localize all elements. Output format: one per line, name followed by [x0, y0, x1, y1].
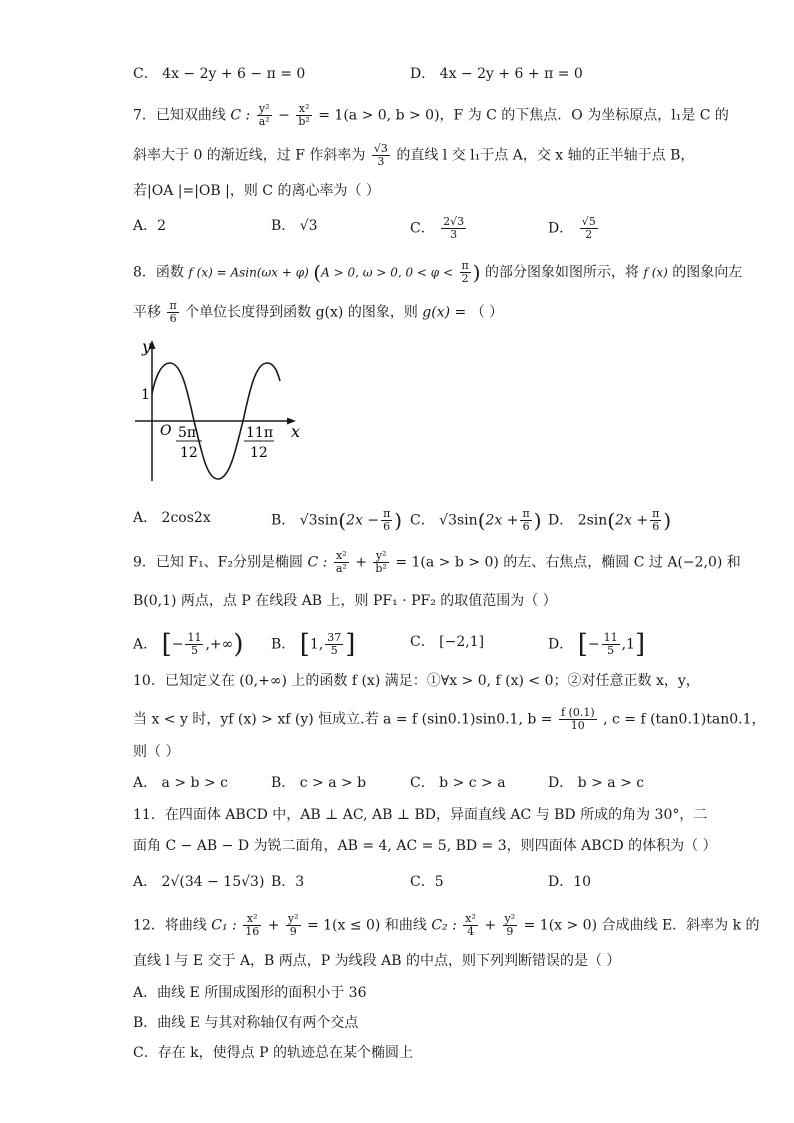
- q12-c2-frac-x: [463, 913, 478, 938]
- option-label: A．: [133, 636, 158, 653]
- frac-den: 6: [652, 520, 660, 533]
- q8-text: 8．函数: [133, 264, 184, 281]
- frac-num: π: [461, 259, 469, 272]
- q12-curve-c2: C₂ :: [431, 917, 457, 934]
- paren-open: (: [477, 508, 486, 533]
- frac-den: 2: [461, 272, 469, 285]
- q9-option-a: [133, 629, 244, 660]
- q10-frac-b: [559, 707, 597, 732]
- paren-close: ): [394, 508, 403, 533]
- option-inner: 2x +: [615, 512, 649, 529]
- q12-option-b: B．曲线 E 与其对称轴仅有两个交点: [133, 1015, 359, 1031]
- frac-num: x²: [334, 550, 349, 563]
- option-frac: [602, 632, 620, 657]
- q12-option-a: A．曲线 E 所围成图形的面积小于 36: [133, 985, 367, 1001]
- option-text: −: [171, 636, 184, 653]
- q12-c1-frac-y: [286, 913, 301, 938]
- option-label: B．: [271, 636, 296, 653]
- q7-option-b: B． √3: [271, 218, 318, 234]
- x-axis-label: x: [291, 422, 301, 441]
- q8-line-2: [133, 300, 503, 325]
- q8-option-a: A． 2cos2x: [133, 510, 211, 526]
- paren-close: ): [533, 508, 542, 533]
- origin-label: O: [160, 423, 172, 439]
- q11-option-d: D．10: [548, 874, 592, 890]
- bracket-open: [: [299, 629, 310, 660]
- option-frac: [520, 508, 531, 533]
- option-frac: [381, 508, 392, 533]
- frac-den: b²: [375, 562, 387, 575]
- q12-text: 12．将曲线: [133, 917, 207, 934]
- frac-den: 5: [607, 644, 615, 657]
- frac-num: π: [169, 299, 177, 312]
- frac-num: x²: [296, 103, 311, 116]
- q8-fx: f (x): [643, 265, 668, 280]
- q8-shift-frac: [167, 300, 178, 325]
- option-expr: √3sin: [299, 512, 339, 529]
- frac-num: 11: [603, 631, 618, 644]
- option-label: D．: [548, 220, 574, 237]
- tick-label-5pi-12-num: 5π: [178, 425, 197, 441]
- frac-den: 10: [570, 719, 585, 732]
- q12-line-2: 直线 l 与 E 交于 A，B 两点，P 为线段 AB 的中点，则下列判断错误的是（ ）: [133, 953, 621, 969]
- option-frac: [650, 508, 661, 533]
- frac-den: 4: [467, 925, 475, 938]
- q7-frac-x: [296, 103, 311, 128]
- option-text: ,1: [621, 636, 635, 653]
- q12-curve-c1: C₁ :: [211, 917, 237, 934]
- frac-den: 5: [190, 644, 198, 657]
- frac-num: x²: [465, 912, 476, 925]
- q11-line-2: 面角 C − AB − D 为锐二面角，AB = 4, AC = 5, BD = 3，则四面体 ABCD 的体积为（ ）: [133, 838, 717, 854]
- q7-opt-c-frac: [441, 216, 466, 241]
- q12-option-c: C．存在 k，使得点 P 的轨迹总在某个椭圆上: [133, 1045, 413, 1061]
- paren-open: (: [313, 260, 322, 285]
- option-label: D．: [548, 512, 574, 529]
- q10-option-d: D． b > a > c: [548, 775, 645, 791]
- sine-graph: [130, 336, 310, 486]
- q9-frac-x: [334, 550, 349, 575]
- q9-text: = 1(a > b > 0) 的左、右焦点，椭圆 C 过 A(−2,0) 和: [395, 554, 741, 571]
- q8-option-b: [271, 508, 402, 533]
- q8-function: f (x) = Asin(ωx + φ): [188, 265, 309, 280]
- q8-text: 个单位长度得到函数 g(x) 的图象，则: [185, 304, 418, 321]
- frac-num: 37: [327, 631, 342, 644]
- bracket-close: ]: [634, 629, 646, 660]
- paren-open: (: [607, 508, 616, 533]
- q9-curve-label: C :: [307, 554, 328, 571]
- frac-num: π: [652, 507, 660, 520]
- frac-num: y²: [504, 912, 516, 925]
- frac-den: a²: [335, 562, 347, 575]
- frac-num: √5: [581, 215, 596, 228]
- frac-den: 3: [450, 228, 458, 241]
- q7-option-d: [548, 216, 600, 241]
- frac-num: 11: [187, 631, 202, 644]
- q8-line-1: [133, 260, 742, 285]
- frac-den: 6: [169, 312, 177, 325]
- tick-label-5pi-12-den: 12: [180, 445, 198, 461]
- paren-close: ): [663, 508, 672, 533]
- option-expr: 2sin: [577, 512, 608, 529]
- q8-condition: A > 0, ω > 0, 0 < φ <: [321, 265, 454, 280]
- q8-gx: g(x) =: [422, 304, 467, 321]
- option-label: C．: [410, 220, 435, 237]
- q12-line-1: [133, 913, 760, 938]
- option-inner: 2x +: [485, 512, 519, 529]
- frac-den: 3: [377, 155, 385, 168]
- q7-opt-d-frac: [580, 216, 598, 241]
- frac-den: 9: [289, 925, 297, 938]
- q9-text: 9．已知 F₁、F₂分别是椭圆: [133, 554, 304, 571]
- frac-num: f (0.1): [560, 706, 595, 719]
- q7-text: 斜率大于 0 的渐近线，过 F 作斜率为: [133, 147, 366, 164]
- q8-option-c: [410, 508, 542, 533]
- q8-option-d: [548, 508, 671, 533]
- tick-label-11pi-12-den: 12: [250, 445, 268, 461]
- q7-frac-y: [257, 103, 272, 128]
- bracket-open: [: [161, 629, 172, 660]
- option-expr: √3sin: [439, 512, 478, 529]
- frac-num: π: [522, 507, 530, 520]
- q9-line-2: B(0,1) 两点，点 P 在线段 AB 上，则 PF₁ · PF₂ 的取值范围为（ ）: [133, 593, 557, 609]
- paren-close: ): [233, 629, 244, 660]
- q10-text: , c = f (tan0.1)tan0.1，: [603, 711, 766, 728]
- q8-text: 的部分图象如图所示，将: [485, 264, 639, 281]
- minus-sign: −: [278, 107, 290, 124]
- q10-option-c: C． b > c > a: [410, 775, 506, 791]
- q9-frac-y: [373, 550, 388, 575]
- frac-num: π: [383, 507, 391, 520]
- bracket-close: ]: [345, 629, 356, 660]
- q10-option-b: B． c > a > b: [271, 775, 367, 791]
- plus-sign: +: [484, 917, 497, 934]
- q10-line-3: 则（ ）: [133, 744, 180, 760]
- q7-text: 7．已知双曲线: [133, 107, 226, 124]
- paren-open: (: [338, 508, 347, 533]
- q7-text: = 1(a > 0, b > 0)，F 为 C 的下焦点．O 为坐标原点，l₁是 C 的: [318, 107, 729, 124]
- frac-num: y²: [373, 550, 388, 563]
- q9-option-b: [271, 629, 356, 660]
- q7-option-a: A．2: [133, 218, 167, 234]
- q8-text: 平移: [133, 304, 161, 321]
- q12-text: = 1(x > 0) 合成曲线 E．斜率为 k 的: [523, 917, 760, 934]
- option-frac: [325, 632, 343, 657]
- q6-option-c: C． 4x − 2y + 6 − π = 0: [133, 66, 306, 82]
- q7-line-3: 若|OA |=|OB |，则 C 的离心率为（ ）: [133, 183, 380, 199]
- q10-option-a: A． a > b > c: [133, 775, 228, 791]
- option-text: 1,: [309, 636, 324, 653]
- q9-option-c: C． [−2,1]: [410, 634, 485, 650]
- q11-option-b: B．3: [271, 874, 305, 890]
- q7-frac-slope: [372, 143, 390, 168]
- paren-close: ): [472, 260, 481, 285]
- frac-den: 6: [522, 520, 530, 533]
- frac-den: b²: [298, 115, 310, 128]
- frac-den: 5: [330, 644, 338, 657]
- frac-num: y²: [287, 912, 299, 925]
- plus-sign: +: [355, 554, 367, 571]
- q12-c1-frac-x: [243, 913, 261, 938]
- frac-den: 9: [506, 925, 514, 938]
- q10-line-1: 10．已知定义在 (0,+∞) 上的函数 f (x) 满足：①∀x > 0, f (x) < 0；②对任意正数 x，y，: [133, 673, 700, 689]
- frac-num: √3: [373, 142, 388, 155]
- q11-option-a: A． 2√(34 − 15√3): [133, 874, 265, 890]
- frac-num: 2√3: [443, 215, 465, 228]
- bracket-open: [: [577, 629, 588, 660]
- q7-option-c: [410, 216, 468, 241]
- q12-c2-frac-y: [503, 913, 518, 938]
- frac-num: x²: [243, 913, 261, 926]
- q11-line-1: 11．在四面体 ABCD 中，AB ⊥ AC, AB ⊥ BD，异面直线 AC 与 BD 所成的角为 30°，二: [133, 807, 708, 823]
- q9-line-1: [133, 550, 741, 575]
- q6-option-d: D． 4x − 2y + 6 + π = 0: [410, 66, 583, 82]
- frac-den: 6: [383, 520, 391, 533]
- option-label: C．: [410, 512, 435, 529]
- tick-label-11pi-12-num: 11π: [246, 425, 274, 441]
- frac-den: 2: [585, 228, 593, 241]
- q7-line-2: [133, 143, 694, 168]
- y-axis-label: y: [142, 337, 152, 356]
- option-text: ,+∞: [205, 636, 234, 653]
- q10-text: 当 x < y 时，yf (x) > xf (y) 恒成立.若 a = f (sin0.1)sin0.1, b =: [133, 711, 553, 728]
- q8-cond-frac: [460, 260, 471, 285]
- q12-text: = 1(x ≤ 0) 和曲线: [306, 917, 427, 934]
- q8-text: （ ）: [470, 304, 504, 321]
- frac-num: y²: [257, 103, 272, 116]
- option-label: B．: [271, 512, 296, 529]
- q10-line-2: [133, 707, 766, 732]
- q7-text: 的直线 l 交 l₁于点 A，交 x 轴的正半轴于点 B，: [396, 147, 695, 164]
- q11-option-c: C．5: [410, 874, 444, 890]
- q8-text: 的图象向左: [672, 264, 743, 281]
- option-label: D．: [548, 636, 574, 653]
- q7-curve-label: C :: [230, 107, 251, 124]
- option-inner: 2x −: [346, 512, 380, 529]
- option-text: −: [587, 636, 600, 653]
- option-frac: [185, 632, 203, 657]
- frac-den: a²: [258, 115, 270, 128]
- q7-line-1: [133, 103, 729, 128]
- q9-option-d: [548, 629, 646, 660]
- y-intercept-label: 1: [141, 387, 150, 403]
- frac-den: 16: [245, 925, 260, 938]
- plus-sign: +: [267, 917, 280, 934]
